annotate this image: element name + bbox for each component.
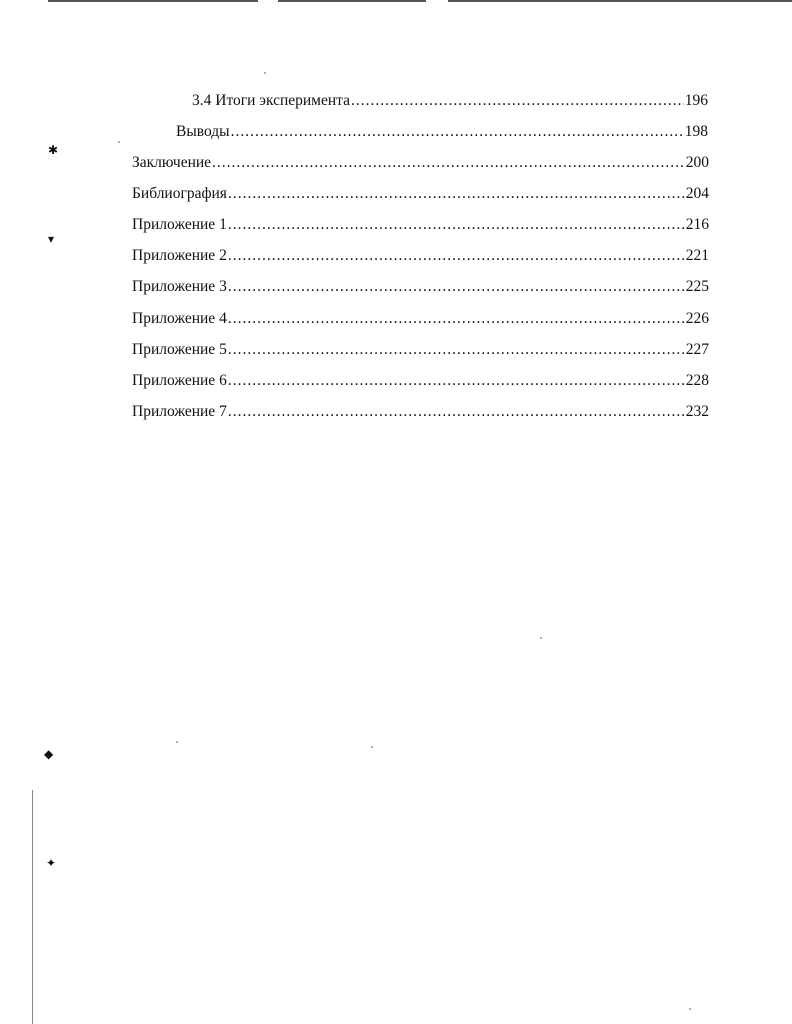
dot-leader — [212, 153, 685, 173]
toc-entry[interactable] — [132, 215, 709, 235]
toc-entry-page: 198 — [684, 123, 708, 140]
dot-leader — [228, 184, 685, 204]
toc-entry-page: 228 — [685, 372, 709, 389]
scan-speck: ▾ — [48, 232, 55, 246]
toc-entry-title: Заключение — [132, 154, 212, 171]
toc-entry[interactable] — [132, 340, 709, 360]
toc-entry-page: 225 — [685, 278, 709, 295]
toc-entry[interactable] — [176, 122, 708, 142]
toc-entry-page: 221 — [685, 247, 709, 264]
toc-entry[interactable] — [132, 402, 709, 422]
scan-margin-line — [32, 790, 33, 1024]
toc-entry-title: Приложение 2 — [132, 247, 227, 264]
toc-entry[interactable] — [132, 277, 709, 297]
toc-entry-title: Выводы — [176, 123, 230, 140]
toc-entry[interactable] — [132, 246, 709, 266]
toc-entry-page: 227 — [685, 341, 709, 358]
toc-entry-title: Приложение 7 — [132, 403, 227, 420]
toc-entry-page: 196 — [684, 92, 708, 109]
toc-entry[interactable] — [132, 153, 709, 173]
scan-edge-line — [278, 0, 426, 2]
toc-entry-page: 200 — [685, 154, 709, 171]
scan-dot — [540, 637, 542, 639]
toc-entry-page: 204 — [685, 185, 709, 202]
scan-speck: ✱ — [48, 143, 59, 157]
dot-leader — [228, 215, 685, 235]
toc-entry-title: Приложение 3 — [132, 278, 227, 295]
scan-speck: ◆ — [44, 747, 54, 761]
dot-leader — [228, 309, 685, 329]
scan-dot — [176, 741, 178, 743]
dot-leader — [231, 122, 684, 142]
toc-entry-title: Библиография — [132, 185, 227, 202]
dot-leader — [228, 246, 685, 266]
toc-entry-title: 3.4 Итоги эксперимента — [192, 92, 351, 109]
scan-dot — [689, 1008, 691, 1010]
toc-entry-title: Приложение 4 — [132, 310, 227, 327]
dot-leader — [228, 277, 685, 297]
toc-entry-title: Приложение 1 — [132, 216, 227, 233]
toc-entry-page: 226 — [685, 310, 709, 327]
scan-edge-line — [448, 0, 792, 2]
toc-entry-page: 216 — [685, 216, 709, 233]
toc-entry[interactable] — [192, 91, 708, 111]
dot-leader — [228, 402, 685, 422]
toc-entry[interactable] — [132, 309, 709, 329]
scan-speck: ✦ — [46, 856, 57, 870]
dot-leader — [228, 371, 685, 391]
dot-leader — [228, 340, 685, 360]
dot-leader — [351, 91, 684, 111]
scan-dot — [371, 746, 373, 748]
toc-entry[interactable] — [132, 184, 709, 204]
toc-entry-title: Приложение 6 — [132, 372, 227, 389]
scan-edge-line — [48, 0, 258, 2]
toc-entry-title: Приложение 5 — [132, 341, 227, 358]
toc-entry[interactable] — [132, 371, 709, 391]
scan-dot — [118, 141, 120, 143]
scan-dot — [264, 72, 266, 74]
toc-entry-page: 232 — [685, 403, 709, 420]
